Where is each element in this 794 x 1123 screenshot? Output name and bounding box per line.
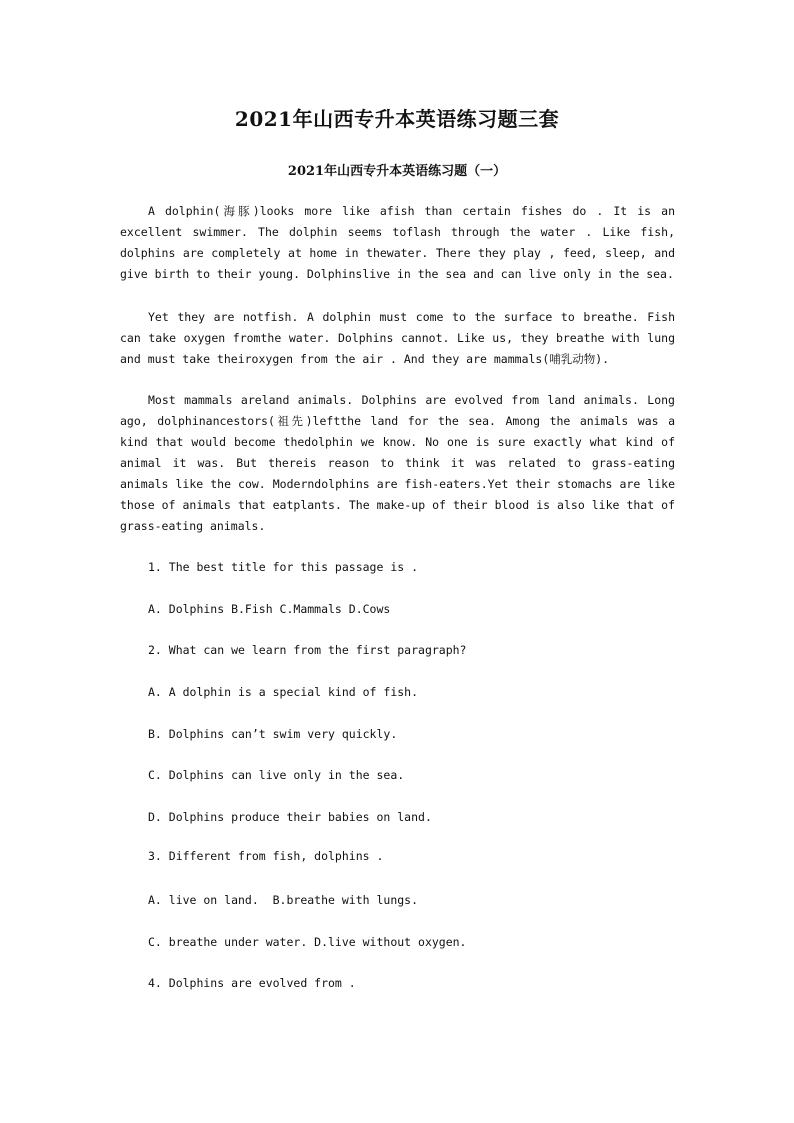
question-2-option-d: D. Dolphins produce their babies on land. [148, 810, 432, 824]
question-2-option-c: C. Dolphins can live only in the sea. [148, 768, 405, 782]
document-title: 2021年山西专升本英语练习题三套 [234, 107, 560, 131]
passage-paragraph-2: Yet they are notfish. A dolphin must come to the surface to breathe. Fish can take oxygen fromthe water. Dolphins cannot. Like us, they breathe with lung and must take theiroxygen from the air . And they are mammals(哺乳动物). [120, 310, 675, 366]
question-1-options: A. Dolphins B.Fish C.Mammals D.Cows [148, 602, 391, 616]
question-1: 1. The best title for this passage is . [148, 560, 419, 574]
question-3-options-cd: C. breathe under water. D.live without oxygen. [148, 935, 467, 949]
question-3: 3. Different from fish, dolphins . [148, 849, 384, 863]
question-3-options-ab: A. live on land. B.breathe with lungs. [148, 893, 419, 907]
question-2-option-a: A. A dolphin is a special kind of fish. [148, 685, 419, 699]
question-2-option-b: B. Dolphins can’t swim very quickly. [148, 727, 398, 741]
passage-paragraph-1: A dolphin(海豚)looks more like afish than certain fishes do . It is an excellent swimmer. The dolphin seems toflash through the water . Like fish, dolphins are completely at home in thewater. There they play , feed, sleep, and give birth to their young. Dolphinslive in the sea and can live only in the sea. [120, 204, 675, 281]
question-2: 2. What can we learn from the first paragraph? [148, 643, 467, 657]
question-4: 4. Dolphins are evolved from . [148, 976, 356, 990]
exercise-subtitle: 2021年山西专升本英语练习题（一） [287, 164, 507, 179]
passage-paragraph-3: Most mammals areland animals. Dolphins are evolved from land animals. Long ago, dolphinancestors(祖先)leftthe land for the sea. Among the animals was a kind that would become thedolphin we know. No one is sure exactly what kind of animal it was. But thereis reason to think it was related to grass-eating animals like the cow. Moderndolphins are fish-eaters.Yet their stomachs are like those of animals that eatplants. The make-up of their blood is also like that of grass-eating animals. [120, 393, 675, 533]
